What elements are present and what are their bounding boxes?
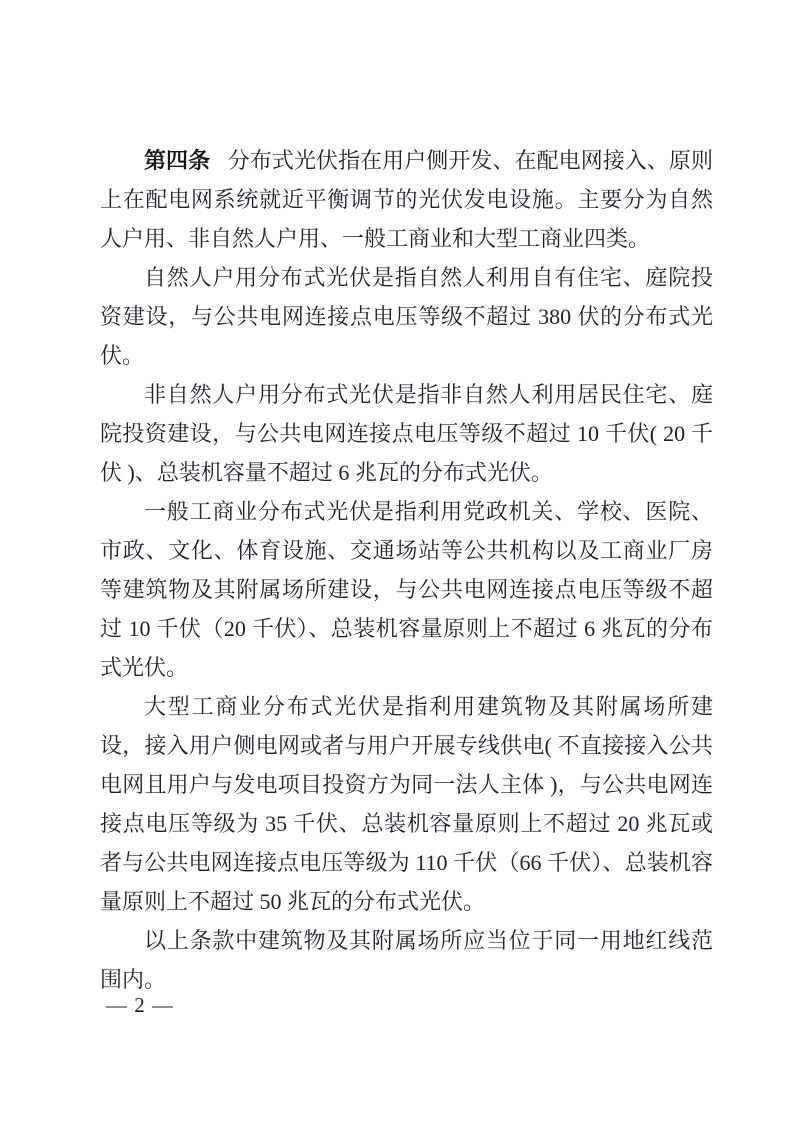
paragraph-natural-person-household: 自然人户用分布式光伏是指自然人利用自有住宅、庭院投资建设，与公共电网连接点电压等级不超过 380 伏的分布式光伏。 xyxy=(100,265,713,368)
paragraph-non-natural-person-household: 非自然人户用分布式光伏是指非自然人利用居民住宅、庭院投资建设，与公共电网连接点电压等级不超过 10 千伏( 20 千伏 )、总装机容量不超过 6 兆瓦的分布式光伏。 xyxy=(100,382,713,485)
paragraph-red-line-clause: 以上条款中建筑物及其附属场所应当位于同一用地红线范围内。 xyxy=(100,928,713,992)
paragraph-article-4 xyxy=(100,141,713,258)
document-body xyxy=(100,141,713,999)
article-number: 第四条 xyxy=(144,148,211,173)
paragraph-large-commercial: 大型工商业分布式光伏是指利用建筑物及其附属场所建设，接入用户侧电网或者与用户开展专线供电( 不直接接入公共电网且用户与发电项目投资方为同一法人主体 )，与公共电网连接点电压等级为 35 千伏、总装机容量原则上不超过 20 兆瓦或者与公共电网连接点电压等级为 110 千伏（66 千伏）、总装机容量原则上不超过 50 兆瓦的分布式光伏。 xyxy=(100,694,713,914)
page-number: — 2 — xyxy=(106,993,174,1017)
paragraph-article-4-text: 分布式光伏指在用户侧开发、在配电网接入、原则上在配电网系统就近平衡调节的光伏发电设施。主要分为自然人户用、非自然人户用、一般工商业和大型工商业四类。 xyxy=(100,148,713,251)
page-footer xyxy=(106,990,174,1020)
paragraph-general-commercial: 一般工商业分布式光伏是指利用党政机关、学校、医院、市政、文化、体育设施、交通场站等公共机构以及工商业厂房等建筑物及其附属场所建设，与公共电网连接点电压等级不超过 10 千伏（20 千伏）、总装机容量原则上不超过 6 兆瓦的分布式光伏。 xyxy=(100,499,713,680)
